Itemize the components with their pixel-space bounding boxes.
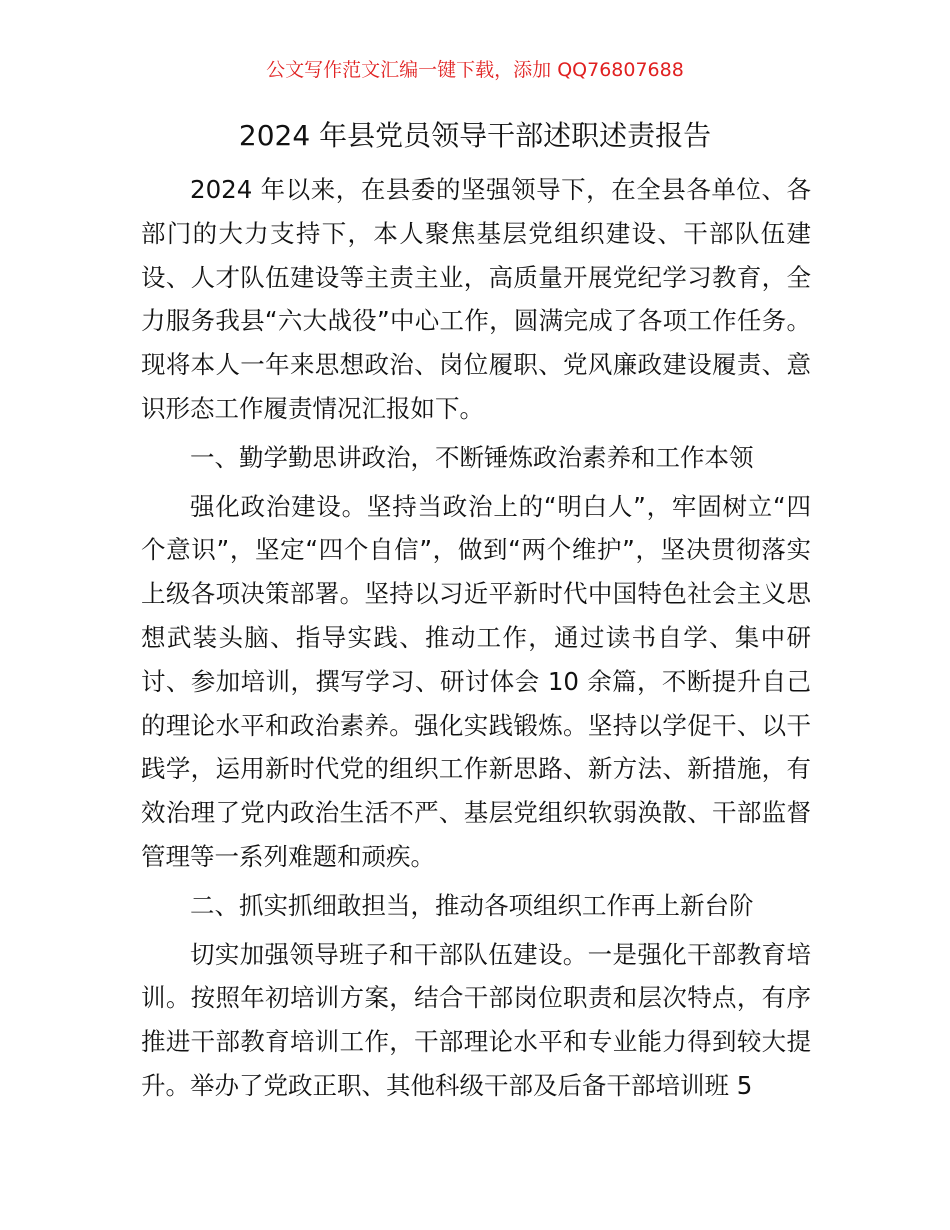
section-heading-1: 一、勤学勤思讲政治，不断锤炼政治素养和工作本领 [190, 442, 754, 472]
document-title: 2024 年县党员领导干部述职述责报告 [238, 119, 712, 152]
document-body [141, 168, 811, 1108]
section-2-paragraph: 切实加强领导班子和干部队伍建设。一是强化干部教育培训。按照年初培训方案，结合干部岗位职责和层次特点，有序推进干部教育培训工作，干部理论水平和专业能力得到较大提升。举办了党政正职、其他科级干部及后备干部培训班 5 [141, 939, 811, 1100]
intro-paragraph: 2024 年以来，在县委的坚强领导下，在全县各单位、各部门的大力支持下，本人聚焦基层党组织建设、干部队伍建设、人才队伍建设等主责主业，高质量开展党纪学习教育，全力服务我县“六大战役”中心工作，圆满完成了各项工作任务。现将本人一年来思想政治、岗位履职、党风廉政建设履责、意识形态工作履责情况汇报如下。 [141, 175, 811, 423]
download-banner: 公文写作范文汇编一键下载，添加 QQ76807688 [266, 59, 684, 81]
section-heading-2: 二、抓实抓细敢担当，推动各项组织工作再上新台阶 [190, 890, 754, 920]
section-1-paragraph: 强化政治建设。坚持当政治上的“明白人”，牢固树立“四个意识”，坚定“四个自信”，做到“两个维护”，坚决贯彻落实上级各项决策部署。坚持以习近平新时代中国特色社会主义思想武装头脑、指导实践、推动工作，通过读书自学、集中研讨、参加培训，撰写学习、研讨体会 10 余篇，不断提升自己的理论水平和政治素养。强化实践锻炼。坚持以学促干、以干践学，运用新时代党的组织工作新思路、新方法、新措施，有效治理了党内政治生活不严、基层党组织软弱涣散、干部监督管理等一系列难题和顽疾。 [141, 491, 811, 871]
